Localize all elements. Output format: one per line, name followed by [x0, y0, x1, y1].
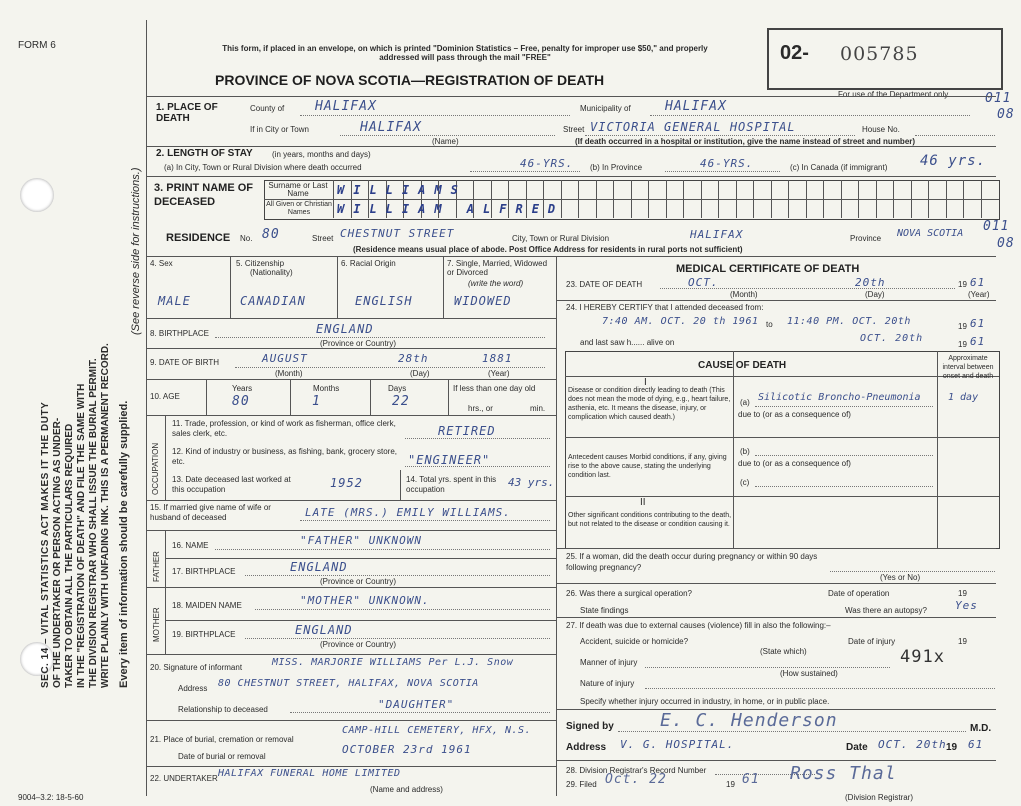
age-months-value: 1	[312, 394, 321, 409]
citizenship-value: CANADIAN	[240, 294, 306, 308]
name-grid-cell-line	[578, 180, 579, 218]
stay-province-value: 46-YRS.	[700, 157, 754, 170]
signed-date-value: OCT. 20th	[878, 738, 947, 751]
stay-canada-value: 46 yrs.	[920, 153, 987, 169]
name-grid-cell-line	[648, 180, 649, 218]
residence-city-value: HALIFAX	[690, 228, 744, 241]
name-grid-cell-line	[946, 180, 947, 218]
marital-value: WIDOWED	[454, 294, 512, 308]
name-grid-cell-line	[666, 180, 667, 218]
side-text-5: THE DIVISION REGISTRAR WHO SHALL ISSUE THE BURIAL PERMIT.	[88, 358, 99, 688]
total-years-value: 43 yrs.	[508, 476, 555, 489]
form-number: FORM 6	[18, 40, 56, 51]
name-grid-cell-line	[753, 180, 754, 218]
name-grid-cell-line	[736, 180, 737, 218]
registration-prefix: 02-	[780, 42, 809, 64]
dob-month-value: AUGUST	[262, 352, 308, 365]
autopsy-value: Yes	[955, 599, 978, 612]
name-grid-cell-line	[788, 180, 789, 218]
given-names-value: WILLIAM ALFRED	[337, 202, 565, 216]
form-title: PROVINCE OF NOVA SCOTIA—REGISTRATION OF DEATH	[215, 72, 605, 88]
medical-title: MEDICAL CERTIFICATE OF DEATH	[676, 263, 860, 275]
father-side-label: FATHER	[152, 551, 161, 582]
informant-signature-value: MISS. MARJORIE WILLIAMS Per L.J. Snow	[272, 657, 514, 668]
father-name-value: "FATHER" UNKNOWN	[300, 534, 422, 547]
cause-a-value: Silicotic Broncho-Pneumonia	[758, 392, 921, 403]
punch-hole-top	[20, 178, 54, 212]
footer-code: 9004–3.2: 18-5-60	[18, 793, 84, 802]
birthplace-value: ENGLAND	[316, 322, 374, 336]
age-years-value: 80	[232, 394, 250, 409]
relationship-value: "DAUGHTER"	[378, 698, 455, 711]
mother-birthplace-value: ENGLAND	[295, 623, 353, 637]
age-days-value: 22	[392, 394, 410, 409]
print-name-label: 3. PRINT NAME OF DECEASED	[154, 182, 254, 208]
name-grid-cell-line	[333, 180, 334, 218]
residence-no-value: 80	[262, 227, 280, 242]
undertaker-value: HALIFAX FUNERAL HOME LIMITED	[218, 768, 401, 779]
name-grid-cell-line	[963, 180, 964, 218]
name-grid-cell-line	[928, 180, 929, 218]
side-text-6: WRITE PLAINLY WITH UNFADING INK. THIS IS A PERMANENT RECORD.	[100, 343, 111, 688]
name-grid-cell-line	[981, 180, 982, 218]
margin-code-1: 011	[985, 91, 1012, 106]
surname-value: WILLIAMS	[337, 183, 467, 197]
registration-number: 005785	[840, 43, 919, 65]
residence-province-value: NOVA SCOTIA	[897, 228, 964, 239]
dept-note: For use of the Department only	[838, 90, 949, 99]
side-text-2: OF THE UNDERTAKER OR PERSON ACTING AS UNDER-	[52, 417, 63, 688]
occupation-side-label: OCCUPATION	[151, 442, 160, 495]
name-grid-cell-line	[613, 180, 614, 218]
death-year-value: 61	[970, 276, 986, 289]
death-day-value: 20th	[855, 276, 886, 289]
name-grid-cell-line	[911, 180, 912, 218]
place-of-death-label: 1. PLACE OF DEATH	[156, 102, 218, 124]
stay-city-value: 46-YRS.	[520, 157, 574, 170]
name-grid-cell-line	[596, 180, 597, 218]
name-grid-cell-line	[771, 180, 772, 218]
physician-address-value: V. G. HOSPITAL.	[620, 738, 735, 751]
occupation-value: RETIRED	[438, 424, 496, 438]
origin-value: ENGLISH	[355, 294, 413, 308]
side-text-4: IN THE "REGISTRATION OF DEATH" AND FILE THE SAME WITH	[76, 383, 87, 688]
margin-code-2: 08	[997, 107, 1015, 122]
dob-day-value: 28th	[398, 352, 429, 365]
registrar-signature: Ross Thal	[790, 763, 897, 784]
last-worked-value: 1952	[330, 476, 363, 490]
municipality-value: HALIFAX	[665, 99, 727, 114]
name-grid-cell-line	[718, 180, 719, 218]
mother-name-value: "MOTHER" UNKNOWN.	[300, 594, 430, 607]
name-grid-cell-line	[806, 180, 807, 218]
name-grid-cell-line	[683, 180, 684, 218]
name-grid-cell-line	[841, 180, 842, 218]
industry-value: "ENGINEER"	[408, 453, 491, 467]
name-grid-cell-line	[823, 180, 824, 218]
burial-place-value: CAMP-HILL CEMETERY, HFX, N.S.	[342, 725, 532, 736]
informant-address-value: 80 CHESTNUT STREET, HALIFAX, NOVA SCOTIA	[218, 678, 479, 689]
filed-date-value: Oct. 22	[605, 772, 667, 787]
residence-street-value: CHESTNUT STREET	[340, 227, 455, 240]
margin-code-3: 011	[983, 219, 1010, 234]
side-text-3: TAKER TO OBTAIN ALL THE PARTICULARS REQUIRED	[64, 423, 75, 688]
attended-from-value: 7:40 AM. OCT. 20 th 1961	[602, 316, 759, 327]
death-month-value: OCT.	[688, 276, 719, 289]
physician-signature: E. C. Henderson	[660, 710, 838, 731]
city-value: HALIFAX	[360, 120, 422, 135]
name-grid-cell-line	[893, 180, 894, 218]
burial-date-value: OCTOBER 23rd 1961	[342, 743, 472, 756]
spouse-value: LATE (MRS.) EMILY WILLIAMS.	[305, 506, 511, 519]
hospital-value: VICTORIA GENERAL HOSPITAL	[590, 120, 796, 134]
mailing-note: This form, if placed in an envelope, on which is printed "Dominion Statistics – Free, penalty for improper use $50," and properly addressed will pass through the mail "FREE"	[222, 44, 708, 62]
cause-a-interval: 1 day	[948, 392, 979, 403]
margin-code-4: 08	[997, 236, 1015, 251]
name-grid-cell-line	[876, 180, 877, 218]
name-grid-cell-line	[858, 180, 859, 218]
name-grid-cell-line	[631, 180, 632, 218]
dob-year-value: 1881	[482, 352, 513, 365]
name-grid-cell-line	[701, 180, 702, 218]
mother-side-label: MOTHER	[152, 607, 161, 642]
attended-to-value: 11:40 PM. OCT. 20th	[787, 316, 911, 327]
county-value: HALIFAX	[315, 99, 377, 114]
side-text-8: (See reverse side for instructions.)	[130, 167, 142, 335]
side-text-7: Every item of information should be carefully supplied.	[118, 400, 130, 688]
side-text-1: SEC. 14 – VITAL STATISTICS ACT MAKES IT THE DUTY	[40, 401, 51, 688]
code-value: 491x	[900, 647, 945, 667]
last-saw-value: OCT. 20th	[860, 333, 924, 344]
father-birthplace-value: ENGLAND	[290, 560, 348, 574]
sex-value: MALE	[158, 294, 191, 308]
